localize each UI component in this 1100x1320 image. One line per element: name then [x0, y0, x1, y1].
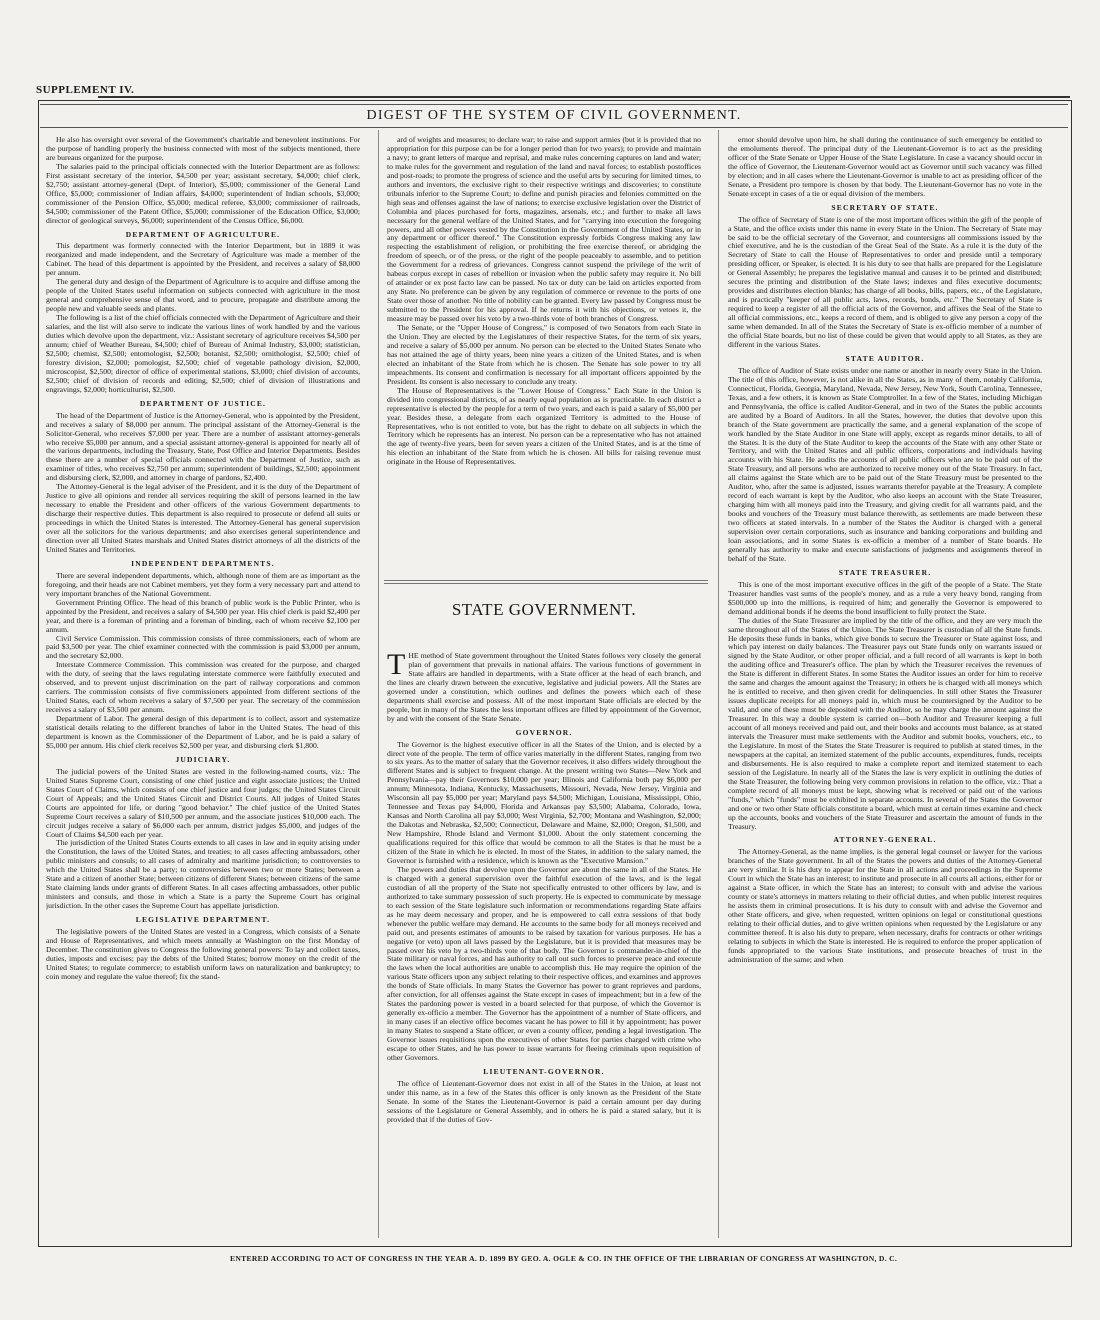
- heading-governor: GOVERNOR.: [515, 727, 573, 737]
- copyright-footer: ENTERED ACCORDING TO ACT OF CONGRESS IN THE YEAR A. D. 1899 BY GEO. A. OGLE & CO. IN THE OFFICE OF THE LIBRARIAN OF CONGRESS AT WASHINGTON, D. C.: [230, 1254, 898, 1263]
- paragraph: The Governor is the highest executive officer in all the States of the Union, and is elected by a direct vote of the people. The term of office varies materially in the different States, ranging from two to six years. As to the matter of salary that the Governor receives, it also differs widely throughout the different States and is subject to frequent change. At the present writing two States—New York and Pennsylvania—pay their Governors $10,000 per year; Illinois and California both pay $6,000 per annum; Minnesota, Indiana, Kentucky, Massachusetts, Missouri, Nevada, New Jersey, Virginia and Wisconsin all pay $5,000 per year; Maryland pays $4,500; Michigan, Louisiana, Mississippi, Ohio, Tennessee and Texas pay $4,000, Florida and Arkansas pay $3,500; Alabama, Colorado, Iowa, Kansas and North Carolina all pay $3,000; West Virginia, $2,700; Montana and Washington, $2,000; the Dakotas and Nebraska, $2,500; Connecticut, Delaware and Maine, $2,000; Oregon, $1,500, and New Hampshire, Rhode Island and Vermont $1,000. About the only statement concerning the qualifications required for this office that would be common to all the States is that he must be a citizen of the State in which he is elected. In most of the States, in addition to the salary named, the Governor is furnished with a residence, which is known as the "Executive Mansion.": [387, 739, 701, 865]
- state-government-title: STATE GOVERNMENT.: [451, 600, 637, 619]
- heading-agriculture: DEPARTMENT OF AGRICULTURE.: [125, 229, 281, 239]
- top-rule: [98, 96, 1070, 98]
- paragraph: He also has oversight over several of the Government's charitable and benevolent institutions. For the purpose of handling properly the business connected with most of the subjects mentioned, there are bureaus organized for the purpose.: [46, 136, 360, 162]
- paragraph: This is one of the most important executive offices in the gift of the people of a State. The State Treasurer handles vast sums of the people's money, and as a rule a very heavy bond, ranging from $500,000 up into the millions, is required of him; and generally the Governor is empowered to demand additional bonds if he deems the bond insufficient to fully protect the State.: [728, 579, 1042, 616]
- paragraph: The Attorney-General is the legal adviser of the President, and it is the duty of the Department of Justice to give all opinions and render all services requiring the skill of persons learned in the law necessary to enable the President and other officers of the various Government departments to discharge their respective duties. This department is also required to prosecute or defend all suits or proceedings in which the United States is interested. The Attorney-General has general supervision over all the solicitors for the various departments; and also exercises general superintendence and direction over all United States marshals and United States district attorneys of all the districts of the United States and Territories.: [46, 482, 360, 554]
- page-title: DIGEST OF THE SYSTEM OF CIVIL GOVERNMENT.: [40, 104, 1068, 128]
- column-2-bottom: [387, 652, 701, 1236]
- column-divider-1: [378, 130, 379, 1238]
- section-rule: [384, 583, 708, 584]
- heading-state-treasurer: STATE TREASURER.: [838, 567, 932, 577]
- paragraph: Department of Labor. The general design of this department is to collect, assort and systematize statistical details relating to the different branches of labor in the United States. The head of this department is known as the Commissioner of the Department of Labor, and he is paid a salary of $5,000 per annum. His chief clerk receives $2,500 per year, and disbursing clerk $1,800.: [46, 714, 360, 750]
- column-divider-2: [718, 130, 719, 1238]
- heading-judiciary: JUDICIARY.: [175, 754, 231, 764]
- paragraph: The powers and duties that devolve upon the Governor are about the same in all of the States. He is charged with a general supervision over the faithful execution of the laws, and is the legal custodian of all the property of the State not specifically entrusted to other officers by law, and is authorized to take summary possession of such property. He is expected to communicate by message to each session of the State legislature such information or recommendations regarding State affairs as he may deem necessary and proper, and he is empowered to call extra sessions of that body whenever the public welfare may demand. He accounts to the same body for all moneys received and paid out, and presents estimates of amounts to be raised by taxation for various purposes. He has a negative (or veto) upon all laws passed by the Legislature, but it is provided that measures may be passed over his veto by a two-thirds vote of that body. The Governor is commander-in-chief of the State military or naval forces, and has authority to call out such forces to preserve peace and execute the laws when the local authorities are unable to accomplish this. He may require the opinion of the various State officers upon any subject relating to their respective offices, and examines and approves the bonds of State officials. In many States the Governor has power to grant reprieves and pardons, after conviction, for all offenses against the State except in cases of impeachment; but in a few of the States the pardoning power is vested in a board selected for that purpose, of which the Governor is generally ex-officio a member. The Governor has the appointment of a number of State officers, and in many cases if an elective office becomes vacant he has power to fill it by appointment; has power in many States to suspend a State officer, or even a county officer, pending a legal investigation. The Governor issues requisitions upon the executives of other States for parties charged with crime who escape to other States, and he has power to issue warrants for fleeing criminals upon requisition of other Governors.: [387, 864, 701, 1062]
- paragraph: Civil Service Commission. This commission consists of three commissioners, each of whom are paid $3,500 per year. The chief examiner connected with the commission is paid $3,000 per annum, and the secretary $2,000.: [46, 633, 360, 661]
- paragraph: The office of Lieutenant-Governor does not exist in all of the States in the Union, at least not under this name, as in a few of the States this officer is only known as the President of the State Senate. In some of the States the Lieutenant-Governor is paid a certain amount per day during sessions of the Legislature or General Assembly, and in others he is paid a stated salary, but it is provided that if the duties of Gov-: [387, 1078, 701, 1124]
- paragraph: The office of Auditor of State exists under one name or another in nearly every State in the Union. The title of this office, however, is not alike in all the States, as in many of them, notably California, Connecticut, Florida, Georgia, Maryland, Nevada, New Jersey, New York, South Carolina, Tennessee, Texas, and a few others, it is known as State Comptroller. In a few of the States, including Michigan and Pennsylvania, the office is called Auditor-General, and in two of the States the public accounts are audited by a Board of Auditors. In all the States, however, the duties that devolve upon this branch of the State government are practically the same, and a general explanation of the scope of work handled by the State Auditor in one State will apply, except as regards minor details, to all of the States. It is the duty of the State Auditor to keep the accounts of the State with any other State or Territory, and with the United States and all public officers, corporations and individuals having accounts with his State. He audits the accounts of all public officers who are to be paid out of the State Treasury, and all persons who are authorized to receive money out of the State Treasury. In fact, all claims against the State which are to be paid out of the State Treasury must be presented to the Auditor, who, after the same is adjusted, issues warrants therefor payable at the Treasury. A complete record of each warrant is kept by the Auditor, who also keeps an account with the State Treasurer, charging him with all moneys paid into the Treasury, and giving credit for all warrants paid, and the books and vouchers of the Treasury must balance therewith, as settlements are made between these two officers at stated intervals. In a number of the States the Auditor is charged with a general supervision over certain corporations, such as insurance and banking corporations and building and loan associations, and in some States is ex-officio a member of a number of State boards. He generally has authority to make and execute satisfactions of judgments and assignments thereof in behalf of the State.: [728, 365, 1042, 563]
- column-1: [46, 136, 360, 1236]
- paragraph: The duties of the State Treasurer are implied by the title of the office, and they are very much the same throughout all of the States of the Union. The State Treasurer is custodian of all the State funds. He deposits these funds in banks, which give bonds to secure the Treasurer or State against loss, and which pay interest on daily balances. The Treasurer pays out State funds only on warrants issued or signed by the State Auditor, or other proper official, and a full record of all warrants is kept in both the auditing office and Treasurer's office. The plan by which the Treasurer receives the revenues of the State is different in different States. In some States the Auditor issues an order for him to receive the same and charges the amount against the Treasury; in others he is charged with all moneys which he is entitled to receive, and then given credit for delinquencies. In still other States the Treasurer issues duplicate receipts for all moneys paid in, which must be countersigned by the Auditor to be valid, and one of these must be deposited with the Auditor, so he may charge the amount against the Treasurer. In this way a double system is carried on—both Auditor and Treasurer keeping a full account of all moneys received and paid out, and their books and accounts must balance, as at stated intervals the Treasurer must make settlements with the Auditor and submit books, vouchers, etc., to the Legislature. In most of the States the State Treasurer is required to publish at stated times, in the newspapers at the capital, an itemized statement of the public accounts, expenditures, funds, receipts and disbursements. He is also required to make a complete report and itemized statement to each session of the Legislature. In nearly all of the States the law is very explicit in outlining the duties of the State Treasurer, the following being very common provisions in relation to the office, viz.: That a complete record of all moneys must be kept, showing what is received or paid out of the various "funds," which "funds" must be exhibited in separate accounts. In several of the States the Governor and one or two other State officials constitute a board, which must at certain times examine and check up the accounts, books and vouchers of the State Treasurer and ascertain the amount of funds in the Treasury.: [728, 615, 1042, 831]
- heading-state-auditor: STATE AUDITOR.: [845, 353, 925, 363]
- heading-independent-departments: INDEPENDENT DEPARTMENTS.: [131, 558, 275, 568]
- paragraph: The Senate, or the "Upper House of Congress," is composed of two Senators from each State in the Union. They are elected by the Legislatures of their respective States, for the term of six years, and receive a salary of $5,000 per annum. No person can be elected to the United States Senate who has not attained the age of thirty years, been nine years a citizen of the United States, and is when elected an inhabitant of the State from which he is chosen. The Senate has sole power to try all impeachments. Its consent and confirmation is necessary for all important officers appointed by the President. Its consent is also necessary to conclude any treaty.: [387, 323, 701, 386]
- heading-attorney-general: ATTORNEY-GENERAL.: [833, 835, 937, 845]
- paragraph: The office of Secretary of State is one of the most important offices within the gift of the people of a State, and the office exists under this name in every State in the Union. The Secretary of State may be said to be the official secretary of the Governor, and countersigns all commissions issued by the chief executive, and he is the custodian of the Great Seal of the State. As a rule it is the duty of the Secretary of State to call the House of Representatives to order and preside until a temporary presiding officer, or Speaker, is elected. It is his duty to see that halls are prepared for the Legislature or General Assembly; he prepares the legislative manual and causes it to be printed and distributed; secures the printing and distribution of the State laws; indexes and files executive documents; provides and distributes election blanks; has charge of all books, bills, papers, etc., of the Legislature, and is practically "keeper of all public acts, laws, records, bonds, etc." The Secretary of State is required to keep a register of all the official acts of the Governor, and affixes the Seal of the State to all official commissions, etc., keeps a record of them, and is obliged to give any person a copy of the same when demanded. In all of the States the Secretary of State is ex-officio member of a number of the official State boards, but no list of these could be given that would apply to all States, as they are different in the various States.: [728, 214, 1042, 349]
- paragraph: There are several independent departments, which, although none of them are as important as the foregoing, and their heads are not Cabinet members, yet they form a very necessary part and attend to very important branches of the National Government.: [46, 570, 360, 598]
- paragraph: The legislative powers of the United States are vested in a Congress, which consists of a Senate and House of Representatives, and which meets annually at Washington on the first Monday of December. The constitution gives to Congress the following general powers: To lay and collect taxes, duties, imposts and excises; pay the debts of the United States; borrow money on the credit of the United States; to regulate commerce; to establish uniform laws on naturalization and bankruptcy; to coin money and regulate the value thereof; fix the stand-: [46, 927, 360, 981]
- heading-legislative: LEGISLATIVE DEPARTMENT.: [135, 915, 271, 925]
- paragraph: Government Printing Office. The head of this branch of public work is the Public Printer, who is appointed by the President, and receives a salary of $4,500 per year. His chief clerk is paid $2,400 per year, and there is a foreman of printing and a foreman of binding, each of whom receive $2,100 per annum.: [46, 597, 360, 634]
- paragraph: This department was formerly connected with the Interior Department, but in 1889 it was reorganized and made independent, and the Secretary of Agriculture was made a member of the Cabinet. The head of this department is appointed by the President, and receives a salary of $8,000 per annum.: [46, 241, 360, 278]
- heading-secretary-of-state: SECRETARY OF STATE.: [831, 202, 939, 212]
- supplement-label: SUPPLEMENT IV.: [36, 84, 135, 96]
- heading-justice: DEPARTMENT OF JUSTICE.: [139, 398, 267, 408]
- section-rule: [384, 580, 708, 581]
- paragraph: The salaries paid to the principal officials connected with the Interior Department are as follows: First assistant secretary of the interior, $4,500 per year; assistant secretary, $4,000; chief clerk, $2,750; assistant attorney-general (Dept. of Interior), $5,000; commissioner of the General Land Office, $5,000; commissioner of Indian affairs, $4,000; superintendent of Indian schools, $3,000; commissioner of the Pension Office, $5,000; medical referee, $3,000; commissioner of railroads, $4,500; commissioner of the Patent Office, $5,000; commissioner of the Education Office, $3,000; director of geological surveys, $6,000; superintendent of the Census Office, $6,000.: [46, 161, 360, 225]
- drop-cap: T: [387, 652, 406, 681]
- paragraph: The Attorney-General, as the name implies, is the general legal counsel or lawyer for the various branches of the State government. In all of the States the powers and duties of the Attorney-General are very similar. It is his duty to appear for the State in all actions and proceedings in the Supreme Court in which the State has an interest; to institute and prosecute in all courts all actions, either for or against a State officer, in which the State has an interest; to consult with and advise the various county or state's attorneys in matters relating to their official duties, and when public interest requires he assists them in criminal prosecutions. It is his duty to consult with and advise the Governor and other State officers, and give, when requested, written opinions on legal or constitutional questions relating to their official duties, and to give written opinions when requested by the Legislature or any committee thereof. It is also his duty to prepare, when necessary, drafts for contracts or other writings relating to subjects in which the State is interested. He is required to enforce the proper application of funds appropriated to the various State institutions, and prosecute breaches of trust in the administration of the same; and when: [728, 847, 1042, 964]
- paragraph: The jurisdiction of the United States Courts extends to all cases in law and in equity arising under the Constitution, the laws of the United States, and treaties; to all cases affecting ambassadors, other public ministers and consuls; to all cases of admiralty and maritime jurisdiction; to controversies to which the United States shall be a party; to controversies between two or more States; between a State and a citizen of another State; between citizens of different States; between citizens of the same State claiming lands under grants of different States. In all cases affecting ambassadors, other public ministers and consuls, and those in which a State is a party the Supreme Court has original jurisdiction. In the other cases the Supreme Court has appellate jurisdiction.: [46, 838, 360, 911]
- paragraph: The judicial powers of the United States are vested in the following-named courts, viz.: The United States Supreme Court, consisting of one chief justice and eight associate justices; the United States Court of Claims, which consists of one chief justice and four judges; the United States Circuit Court of Appeals; and the United States Circuit and District Courts. All judges of United States Courts are appointed for life, or during "good behavior." The chief justice of the United States Supreme Court receives a salary of $10,500 per annum, and the associate justices $10,000 each. The circuit judges receive a salary of $6,000 each per annum, district judges $5,000, and judges of the Court of Claims $4,500 each per year.: [46, 766, 360, 839]
- paragraph: ard of weights and measures; to declare war; to raise and support armies (but it is provided that no appropriation for this purpose can be for a longer period than for two years); to provide and maintain a navy; to grant letters of marque and reprisal, and make rules concerning captures on land and water; to make rules for the government and regulation of the land and naval forces; to establish postoffices and post-roads; to promote the progress of science and the useful arts by securing for limited times, to authors and inventors, the exclusive right to their respective writings and discoveries; to constitute tribunals inferior to the Supreme Court; to define and punish piracies and felonies committed on the high seas and offenses against the law of nations; to exercise exclusive legislation over the District of Columbia and places purchased for forts, magazines, arsenals, etc.; and further to make all laws necessary for the general welfare of the United States, and for "carrying into execution the foregoing powers, and all other powers vested by the Constitution in the Government of the United States, or in any department or officer thereof." The Constitution expressly forbids Congress making any law respecting the establishment of religion, or prohibiting the free exercise thereof, or abridging the freedom of speech, or of the press, or the right of the people peaceably to assemble, and to petition the Government for a redress of grievances. Congress cannot suspend the privilege of the writ of habeas corpus except in cases of rebellion or invasion when the public safety may require it. No bill of attainder or ex post facto law can be passed. No tax or duty can be laid on articles exported from any State. No preference can be given by any regulation of commerce or revenue to the ports of one State over those of another. No title of nobility can be granted. Every law passed by Congress must be submitted to the President for his approval. If he returns it with his objections, or vetoes it, the measure may be passed over his veto by a two-thirds vote of both branches of Congress.: [387, 136, 701, 324]
- interior-salaries-section: [46, 136, 360, 226]
- column-3: [728, 136, 1042, 1236]
- paragraph: Interstate Commerce Commission. This commission was created for the purpose, and charged with the duty, of seeing that the laws regulating interstate commerce were faithfully executed and observed, and to prevent unjust discrimination on the part of railway corporations and common carriers. The commission consists of five commissioners appointed from different sections of the United States, each of whom receives a salary of $7,500 per year. The secretary of the commission receives a salary of $3,500 per annum.: [46, 660, 360, 715]
- state-government-intro: HE method of State government throughout the United States follows very closely the general plan of government that prevails in national affairs. The various functions of government in State affairs are handled in departments, with a State officer at the head of each branch, and the lines are clearly drawn between the executive, legislative and judicial powers. All the States are governed under a constitution, which outlines and defines the powers which each of these departments shall exercise and possess. All of the most important State officials are elected by the people, but in many of the States the less important offices are filled by appointment of the Governor, by and with the consent of the State Senate.: [387, 652, 701, 723]
- heading-lieutenant-governor: LIEUTENANT-GOVERNOR.: [483, 1066, 605, 1076]
- paragraph: The general duty and design of the Department of Agriculture is to acquire and diffuse among the people of the United States useful information on subjects connected with agriculture in the most general and comprehensive sense of that word, and to procure, propagate and distribute among the people new and valuable seeds and plants.: [46, 277, 360, 314]
- paragraph: The following is a list of the chief officials connected with the Department of Agriculture and their salaries, and the list will also serve to indicate the various lines of work handled by and the various duties which devolve upon the department, viz.: Assistant secretary of agriculture receives $4,500 per annum; chief of Weather Bureau, $4,500; chief of Bureau of Animal Industry, $3,000; statistician, $2,500; chemist, $2,500; entomologist, $2,500; botanist, $2,500; ornithologist, $2,500; chief of forestry division, $2,000; pomologist, $2,500; chief of vegetable pathology division, $2,000, microscopist, $2,500; director of office of experimental stations, $3,000; chief division of accounts, $2,500; chief of division of records and editing, $2,500; chief of division of illustrations and engravings, $2,000; horticulturist, $2,500.: [46, 313, 360, 394]
- paragraph: [387, 652, 701, 724]
- paragraph: ernor should devolve upon him, he shall during the continuance of such emergency be entitled to the emoluments thereof. The principal duty of the Lieutenant-Governor is to act as the presiding officer of the State Senate or Upper House of the State Legislature. In case a vacancy should occur in the office of Governor, the Lieutenant-Governor would act as Governor until such vacancy was filled by election; and in all cases where the Lieutenant-Governor is unable to act as presiding officer of the Senate, a President pro tempore is chosen by that body. The Lieutenant-Governor has no vote in the Senate except in cases of a tie or equal division of the members.: [728, 136, 1042, 198]
- column-2-top: [387, 136, 701, 626]
- paragraph: The head of the Department of Justice is the Attorney-General, who is appointed by the President, and receives a salary of $8,000 per annum. The principal assistant of the Attorney-General is the Solicitor-General, who receives $7,000 per year. There are a number of assistant attorney-generals who receive $5,000 per annum, and a special assistant attorney-general is appointed for nearly all of the various departments, including the Treasury, State, Post Office and Interior Departments. Besides these there are a number of special officials connected with the Department of Justice, such as examiner of titles, who receives $2,750 per annum; superintendent of buildings, $2,500; appointment and disbursing clerk, $2,000, and attorney in charge of pardons, $2,400.: [46, 410, 360, 483]
- paragraph: The House of Representatives is the "Lower House of Congress." Each State in the Union is divided into congressional districts, of as nearly equal population as is practicable. In each district a representative is elected by the people for a term of two years, and each is paid a salary of $5,000 per year. Besides these, a delegate from each organized Territory is admitted to the House of Representatives, who is not entitled to vote, but has the right to debate on all subjects in which the Territory which he represents has an interest. No person can be a representative who has not attained the age of twenty-five years, been for seven years a citizen of the United States, and is at the time of his election an inhabitant of the State from which he is chosen. All bills for raising revenue must originate in the House of Representatives.: [387, 385, 701, 467]
